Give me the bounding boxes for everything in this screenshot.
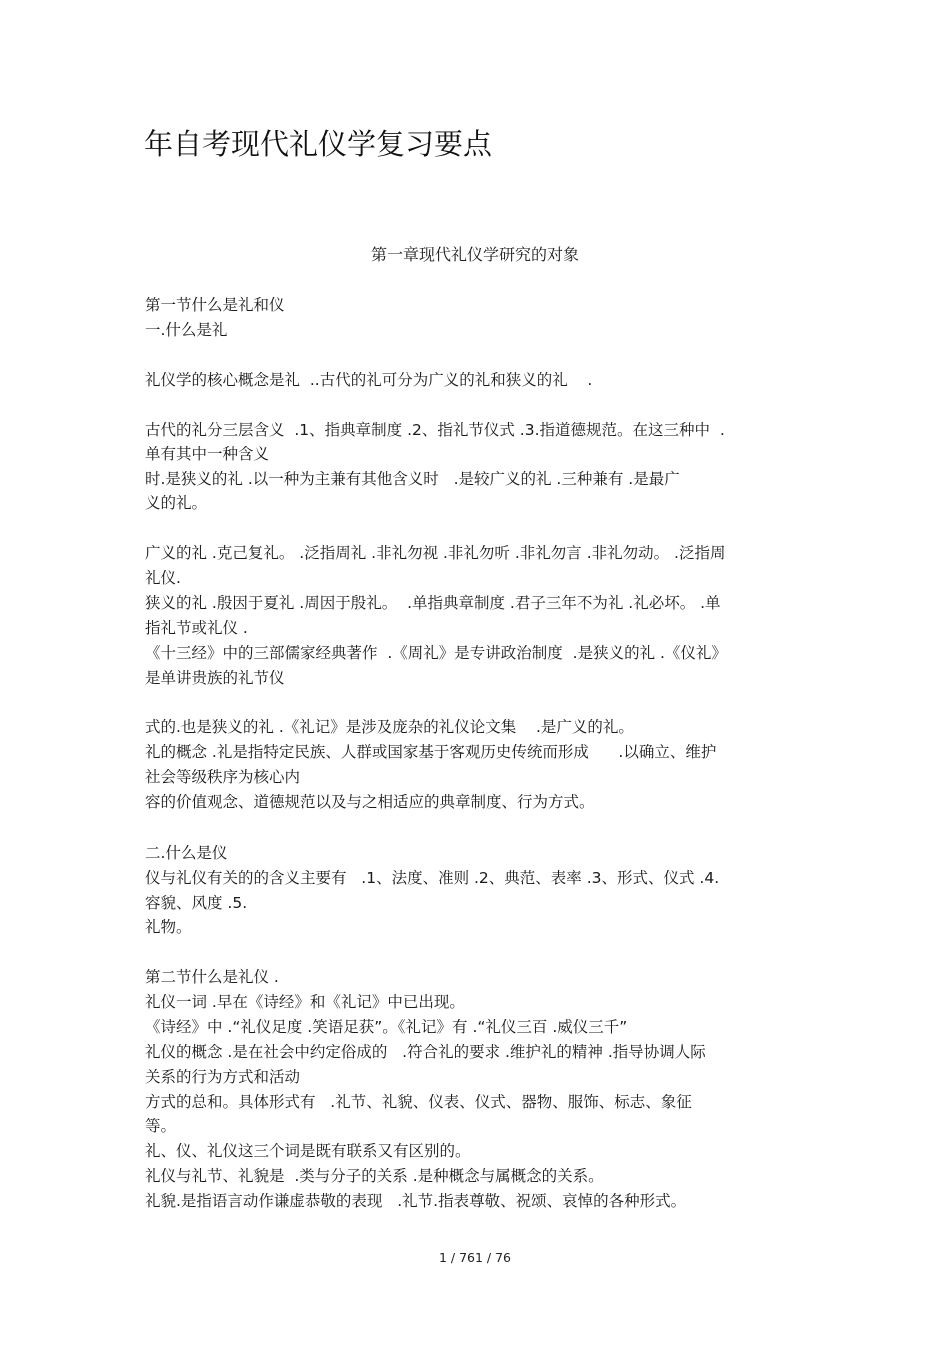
- paragraph-line: 礼仪学的核心概念是礼 ..古代的礼可分为广义的礼和狭义的礼 .: [145, 371, 593, 389]
- paragraph-line: 容貌、风度 .5.: [145, 894, 248, 912]
- paragraph-line: 义的礼。: [145, 494, 208, 512]
- paragraph-line: 礼貌.是指语言动作谦虚恭敬的表现 .礼节.指表尊敬、祝颂、哀悼的各种形式。: [145, 1192, 687, 1210]
- paragraph-line: 礼仪与礼节、礼貌是 .类与分子的关系 .是种概念与属概念的关系。: [145, 1167, 604, 1185]
- page-number: 1 / 761 / 76: [438, 1250, 512, 1265]
- paragraph-line: 礼的概念 .礼是指特定民族、人群或国家基于客观历史传统而形成 .以确立、维护: [145, 743, 717, 761]
- paragraph-line: 礼仪.: [145, 569, 181, 587]
- paragraph-line: 式的.也是狭义的礼 .《礼记》是涉及庞杂的礼仪论文集 .是广义的礼。: [145, 718, 634, 736]
- paragraph-line: 《十三经》中的三部儒家经典著作 .《周礼》是专讲政治制度 .是狭义的礼 .《仪礼》: [145, 644, 727, 662]
- subsection-heading: 一.什么是礼: [145, 321, 228, 339]
- paragraph-line: 关系的行为方式和活动: [145, 1068, 301, 1086]
- paragraph-line: 礼物。: [145, 918, 192, 936]
- paragraph-line: 礼、仪、礼仪这三个词是既有联系又有区别的。: [145, 1142, 471, 1160]
- paragraph-line: 礼仪一词 .早在《诗经》和《礼记》中已出现。: [145, 993, 465, 1011]
- paragraph-line: 《诗经》中 .“礼仪足度 .笑语足获”。《礼记》有 .“礼仪三百 .威仪三千”: [145, 1018, 628, 1036]
- paragraph-line: 时.是狭义的礼 .以一种为主兼有其他含义时 .是较广义的礼 .三种兼有 .是最广: [145, 470, 680, 488]
- paragraph-line: 广义的礼 .克己复礼。 .泛指周礼 .非礼勿视 .非礼勿听 .非礼勿言 .非礼勿动。 .泛指周: [145, 544, 726, 562]
- paragraph-line: 是单讲贵族的礼节仪: [145, 669, 285, 687]
- paragraph-line: 容的价值观念、道德规范以及与之相适应的典章制度、行为方式。: [145, 793, 595, 811]
- chapter-heading: 第一章现代礼仪学研究的对象: [370, 245, 579, 264]
- paragraph-line: 等。: [145, 1117, 177, 1135]
- paragraph-line: 狭义的礼 .殷因于夏礼 .周因于殷礼。 .单指典章制度 .君子三年不为礼 .礼必坏。 .单: [145, 594, 721, 612]
- paragraph-line: 古代的礼分三层含义 .1、指典章制度 .2、指礼节仪式 .3.指道德规范。在这三种中 .: [145, 421, 725, 439]
- document-title: 年自考现代礼仪学复习要点: [144, 127, 493, 161]
- paragraph-line: 礼仪的概念 .是在社会中约定俗成的 .符合礼的要求 .维护礼的精神 .指导协调人际: [145, 1043, 706, 1061]
- paragraph-line: 单有其中一种含义: [145, 445, 270, 463]
- paragraph-line: 指礼节或礼仪 .: [145, 619, 248, 637]
- paragraph-line: 方式的总和。具体形式有 .礼节、礼貌、仪表、仪式、器物、服饰、标志、象征: [145, 1093, 692, 1111]
- subsection-heading: 二.什么是仪: [145, 844, 228, 862]
- section-heading: 第一节什么是礼和仪: [145, 296, 285, 314]
- section-heading: 第二节什么是礼仪 .: [145, 968, 279, 986]
- paragraph-line: 社会等级秩序为核心内: [145, 768, 301, 786]
- paragraph-line: 仪与礼仪有关的的含义主要有 .1、法度、准则 .2、典范、表率 .3、形式、仪式 .4.: [145, 869, 720, 887]
